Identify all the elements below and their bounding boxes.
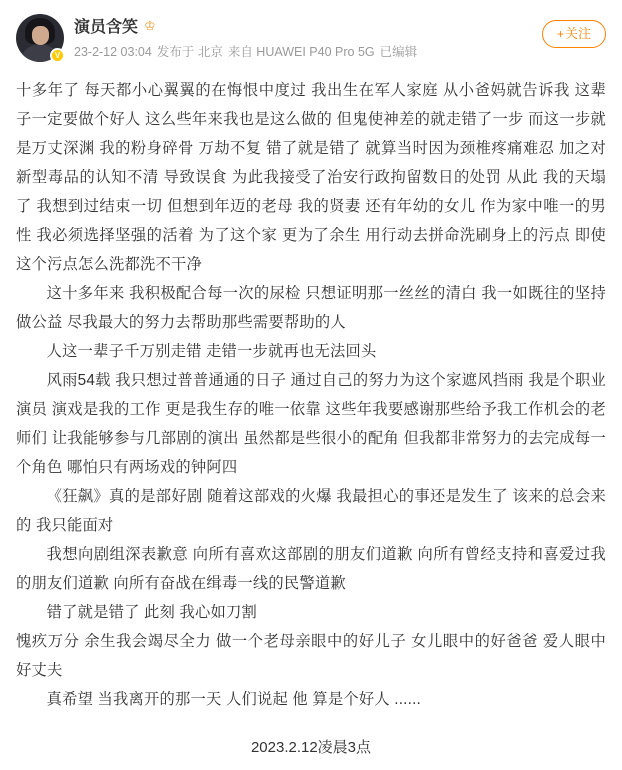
post-location: 发布于 北京 [156, 45, 223, 59]
post-paragraph: 愧疚万分 余生我会竭尽全力 做一个老母亲眼中的好儿子 女儿眼中的好爸爸 爱人眼中好丈夫 [16, 633, 606, 679]
avatar[interactable] [16, 14, 64, 62]
post-header [16, 14, 606, 62]
header-text-block [74, 14, 606, 60]
user-name[interactable]: 演员含笑 [74, 18, 139, 36]
plus-icon: + [556, 27, 564, 41]
post-edited-flag: 已编辑 [379, 45, 418, 59]
post-content [16, 76, 606, 714]
post-meta [74, 42, 606, 60]
follow-button-label: 关注 [564, 26, 591, 41]
post-paragraph: 《狂飙》真的是部好剧 随着这部戏的火爆 我最担心的事还是发生了 该来的总会来的 我只能面对 [16, 488, 606, 534]
post-paragraph: 真希望 当我离开的那一天 人们说起 他 算是个好人 ...... [46, 691, 421, 708]
post-paragraph: 这十多年来 我积极配合每一次的尿检 只想证明那一丝丝的清白 我一如既往的坚持做公益 尽我最大的努力去帮助那些需要帮助的人 [16, 285, 606, 331]
post-device[interactable]: 来自 HUAWEI P40 Pro 5G [227, 45, 375, 59]
post-paragraph: 人这一辈子千万别走错 走错一步就再也无法回头 [46, 343, 377, 360]
crown-icon: ♔ [144, 17, 156, 33]
avatar-face [32, 26, 49, 45]
post-paragraph: 我想向剧组深表歉意 向所有喜欢这部剧的朋友们道歉 向所有曾经支持和喜爱过我的朋友们道歉 向所有奋战在缉毒一线的民警道歉 [16, 546, 606, 592]
post-paragraph: 十多年了 每天都小心翼翼的在悔恨中度过 我出生在军人家庭 从小爸妈就告诉我 这辈子一定要做个好人 这么些年来我也是这么做的 但鬼使神差的就走错了一步 而这一步就是万丈深渊 我的粉身碎骨 万劫不复 错了就是错了 就算当时因为颈椎疼痛难忍 加之对新型毒品的认知不清 导致误食 为此我接受了治安行政拘留数日的处罚 从此 我的天塌了 我想到过结束一切 但想到年迈的老母 我的贤妻 还有年幼的女儿 作为家中唯一的男性 我必须选择坚强的活着 为了这个家 更为了余生 用行动去拼命洗刷身上的污点 即使这个污点怎么洗都洗不干净 [16, 82, 606, 273]
follow-button[interactable] [542, 20, 606, 48]
post-timestamp: 23-2-12 03:04 [74, 45, 152, 59]
name-row [74, 14, 606, 36]
post-paragraph: 风雨54载 我只想过普普通通的日子 通过自己的努力为这个家遮风挡雨 我是个职业演员 演戏是我的工作 更是我生存的唯一依靠 这些年我要感谢那些给予我工作机会的老师们 让我能够参与几部剧的演出 虽然都是些很小的配角 但我都非常努力的去完成每一个角色 哪怕只有两场戏的钟阿四 [16, 372, 606, 476]
verified-badge-icon [50, 48, 65, 63]
post-paragraph: 错了就是错了 此刻 我心如刀割 [46, 604, 257, 621]
signature-date: 2023.2.12凌晨3点 [250, 739, 372, 756]
